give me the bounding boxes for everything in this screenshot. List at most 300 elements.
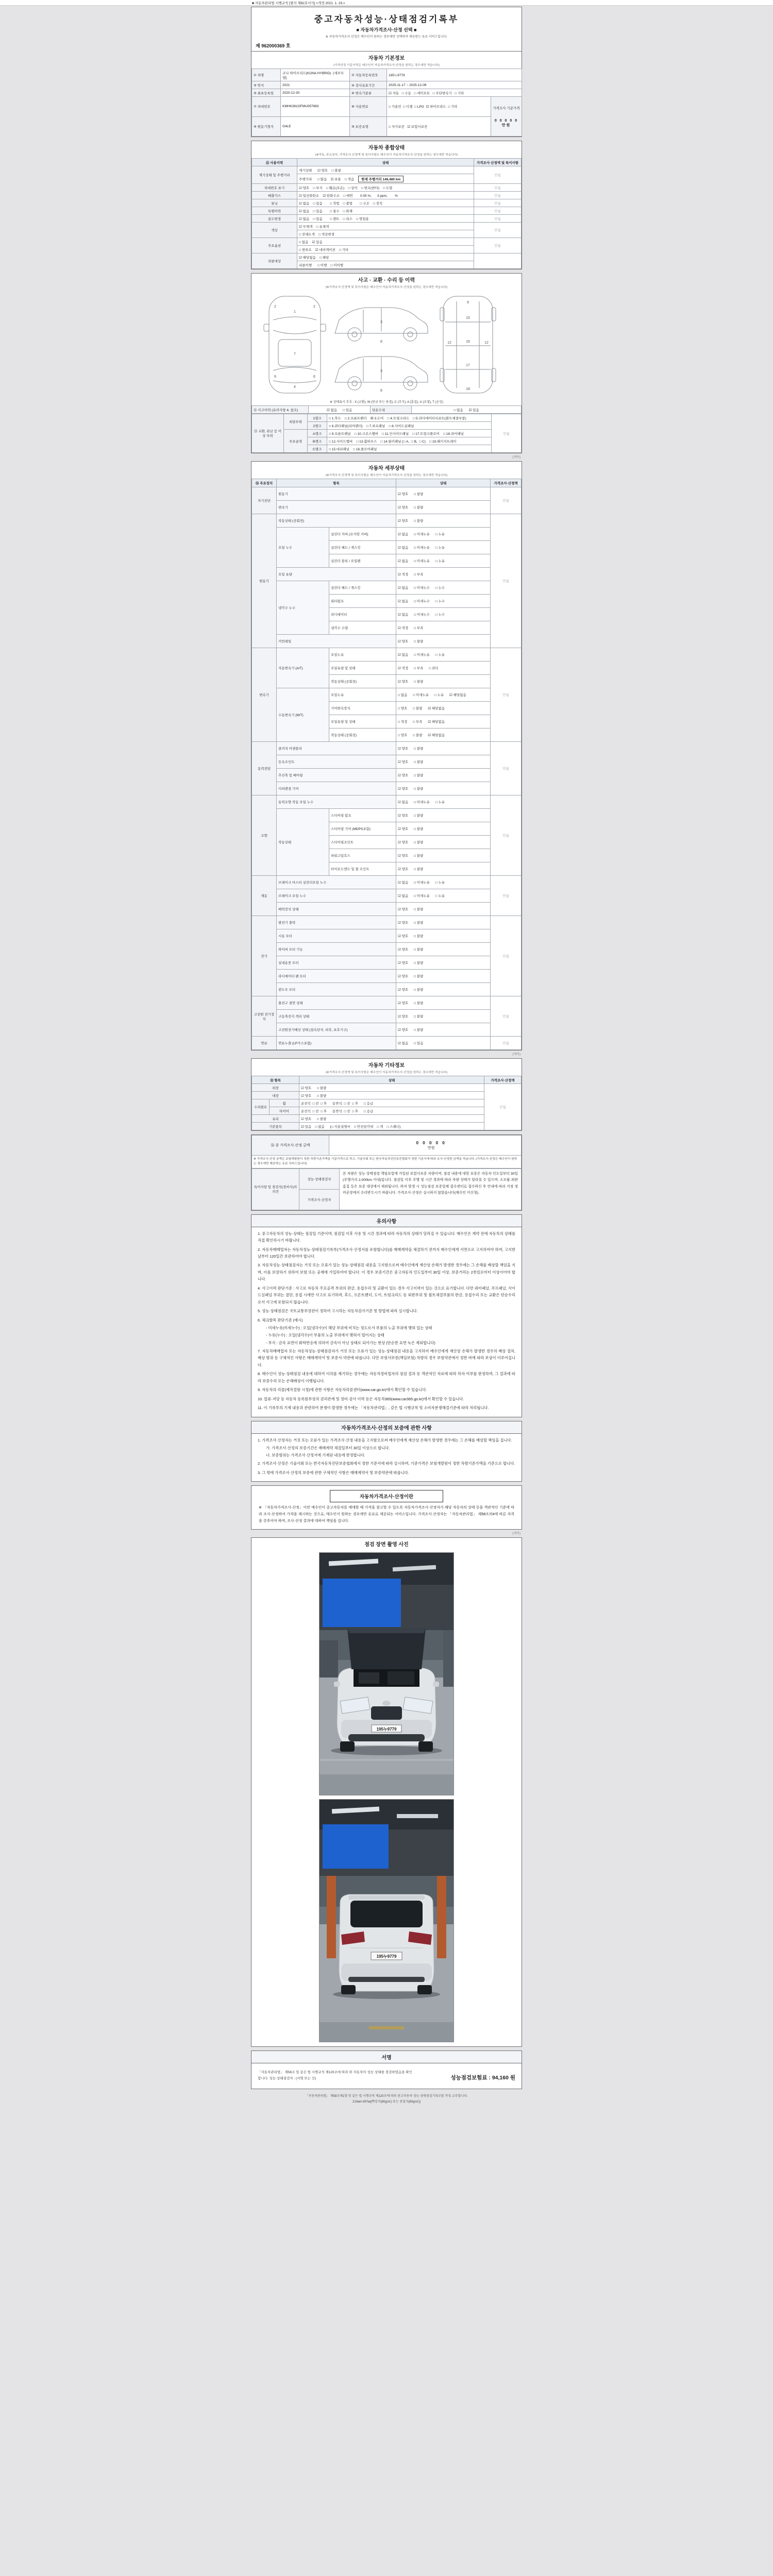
notes-subitem: - 누유(누수) : 오일(냉각수)이 부품의 노출 부위에서 맺혀서 떨어지는 상태 [266, 1333, 384, 1338]
detail-status: ☑ 양호 □ 불량 [396, 956, 491, 970]
overall-status: □ 전체도색 □ 색상변경 [297, 230, 474, 238]
overall-price: 안됨 [474, 215, 522, 223]
detail-status: ☑ 양호 □ 불량 [396, 916, 491, 929]
overall-item-label: 리콜대상 [252, 253, 297, 269]
etc-item: 내장 [252, 1092, 299, 1099]
notes-item: 7. 자동차매매업자 또는 자동차성능·상태점검자가 거짓 또는 오류가 있는 성능·상태점검 내용을 고지하여 매수인에게 재산상 손해가 발생한 경우의 배상 절차, 배상 범위 등 구체적인 사항은 매매계약서 및 보증서·약관에 따릅니다. 다만 보험사보증(책임보험) 차량의 경우 보험약관에서 정한 바에 따라 보상이 이루어집니다. [258, 1348, 515, 1367]
overall-status: ☑ 해당없음 □ 해당 [297, 253, 474, 261]
overall-row [252, 223, 522, 230]
side-mirror [334, 1682, 340, 1687]
inspection-insurance-fee [450, 2074, 515, 2081]
signature-body [251, 2063, 522, 2089]
detail-item: 수동변속기 (M/T) [277, 688, 329, 742]
detail-status: ☑ 양호 □ 불량 [396, 929, 491, 943]
detail-row [252, 889, 522, 903]
detail-item: 커먼레일 [277, 635, 396, 648]
detail-row [252, 581, 522, 595]
overall-row [252, 253, 522, 261]
etc-item: 유리 [252, 1115, 299, 1123]
photo-rear-scene [320, 1800, 453, 2042]
detail-row [252, 769, 522, 782]
overall-price: 안됨 [474, 207, 522, 215]
base-price-value: 0 0 0 0 0 만원 [494, 118, 520, 127]
price-digits: 0 0 0 0 0 [416, 1140, 446, 1145]
notes-item: 6. 체크항목 판단기준 (예시) [258, 1317, 303, 1323]
detail-price: 안됨 [491, 795, 522, 876]
detail-status: ☑ 양호 □ 불량 [396, 970, 491, 983]
definition-title: 자동차가격조사·산정이란 [359, 1494, 414, 1500]
lift-post [327, 1876, 336, 1958]
overall-status: 계기상태 ☑ 양호 □ 불량 [297, 166, 474, 174]
detail-group: 전기 [252, 916, 277, 996]
overall-price: 안됨 [474, 223, 522, 238]
detail-group: 변속기 [252, 648, 277, 742]
parts-group: 외판부위 [284, 414, 308, 430]
detail-subpart: 기어변속장치 [329, 702, 396, 715]
price-unit: 만원 [427, 1146, 435, 1150]
document-title: 중고자동차성능·상태점검기록부 [314, 14, 459, 24]
detail-status: ☑ 양호 □ 불량 [396, 983, 491, 996]
overall-row [252, 207, 522, 215]
detail-row [252, 956, 522, 970]
guarantee-subitem: 가. 가격조사·산정의 보증기간은 매매계약 체결일부터 30일 이상으로 합니다. [266, 1446, 390, 1451]
overall-item-label: 주요옵션 [252, 238, 297, 253]
detail-row [252, 635, 522, 648]
overall-item-label: 용도변경 [252, 215, 297, 223]
overall-status: 주행거리 □ 많음 ☑ 보통 □ 적음 현재 주행거리 146,480 km [297, 174, 474, 184]
overall-row [252, 238, 522, 246]
field-value-transmission: ☑ 자동 □ 수동 □ 세미오토 □ 무단변속기 □ 기타 [387, 89, 522, 97]
detail-status: ☑ 양호 □ 불량 [396, 996, 491, 1010]
detail-status: □ 양호 □ 불량 ☑ 해당없음 [396, 702, 491, 715]
opinion-role-inspector: 성능·상태점검자 [299, 1168, 340, 1189]
overall-item-label: 차대번호 표기 [252, 184, 297, 192]
parts-rank: 1랭크 [308, 414, 327, 422]
notes-item: 8. 매수인이 성능·상태점검 내용에 대하여 이의를 제기하는 경우에는 자동차정비업자의 점검 결과 등 객관적인 자료에 따라 하자 여부를 판정하며, 그 결과에 따라 보증수리 또는 손해배상이 이행됩니다. [258, 1371, 515, 1383]
other-info-table [251, 1076, 522, 1130]
detail-row [252, 568, 522, 581]
price-amount-row [252, 1136, 522, 1156]
detail-col-item: 항목 [277, 479, 396, 487]
fee-label: 성능점검보험료 : [450, 2075, 491, 2081]
overall-row [252, 192, 522, 199]
continued-mark: (계속) [512, 1532, 520, 1536]
notes-item: 9. 자동차의 리콜(제작결함 시정)에 관한 사항은 자동차리콜센터(www.car.go.kr)에서 확인할 수 있습니다. [258, 1387, 427, 1393]
basic-row [252, 89, 522, 97]
detail-status: □ 없음 □ 미세누유 □ 누유 ☑ 해당없음 [396, 688, 491, 702]
detail-item: 자동변속기 (A/T) [277, 648, 329, 688]
section-price-guarantee [251, 1421, 522, 1482]
etc-section-title: 자동차 기타정보 [251, 1059, 522, 1070]
workshop-post [443, 1630, 453, 1687]
opinion-row [252, 1168, 522, 1189]
base-price-box [491, 97, 522, 137]
parts-group: 주요골격 [284, 430, 308, 453]
detail-price: 안됨 [491, 487, 522, 514]
detail-item: 작동상태 [277, 809, 329, 876]
panel-number-2: 2 [313, 305, 315, 309]
panel-number-16: 16 [466, 340, 470, 344]
workshop-cabinet [320, 1640, 338, 1677]
parts-row [252, 414, 522, 422]
opinion-title: 특이사항 및 점검자(정비사)의 의견 [252, 1168, 299, 1210]
document-subtitle-note: ※ 자동차가격조사·산정은 매수인이 원하는 경우에만 선택하여 제공받는 유료 서비스입니다. [325, 36, 448, 39]
panel-number-9: 9 [467, 301, 469, 304]
detail-subpart: 스티어링 기어 (MDPS포함) [329, 822, 396, 836]
parts-rank: A랭크 [308, 430, 327, 437]
overall-price: 안됨 [474, 192, 522, 199]
notes-subitem: - 미세누유(미세누수) : 오일(냉각수)이 해당 부위에 비치는 정도로서 부품의 노출 부위에 맺혀 있는 상태 [266, 1326, 432, 1331]
field-value-car-name: 코나 하이브리드(KONA HYBRID) (세부모델) [281, 69, 350, 81]
overall-price: 안됨 [474, 184, 522, 192]
detail-item: 디퍼렌셜 기어 [277, 782, 396, 795]
section-other-info [251, 1058, 522, 1131]
accident-history-label: ⑫ 사고이력 (유의사항 4. 참조) [252, 406, 309, 414]
base-price-label: 가격조사 기준가격 [493, 106, 520, 110]
field-label-inspection-period: ④ 검사유효기간 [350, 81, 387, 89]
signature-title: 서명 [251, 2051, 522, 2063]
field-value-inspection-period: 2025-11-17 ~ 2025-12-09 [387, 81, 522, 89]
parts-rank: C랭크 [308, 445, 327, 453]
detail-item: 구동축전지 격리 상태 [277, 1010, 396, 1023]
field-value-fuel: □ 가솔린 □ 디젤 □ LPG ☑ 하이브리드 □ 기타 [387, 97, 491, 117]
overall-price: 안됨 [474, 238, 522, 253]
notes-item: 4. 사고이력 판단기준 : 사고로 자동차 주요골격 부위의 판금, 용접수리 및 교환이 있는 경우 사고이력이 있는 것으로 표기합니다. 다만 쿼터패널, 루프패널, 사이드실패널 부위는 절단, 용접 시에만 사고로 표기하며, 후드, 프론트펜더, 도어, 트렁크리드 등 외판부위 및 볼트체결부품의 판금, 용접수리 또는 교환은 단순수리로서 사고에 포함되지 않습니다. [258, 1285, 515, 1304]
etc-row [252, 1107, 522, 1115]
etc-row [252, 1115, 522, 1123]
detail-item: 등속조인트 [277, 755, 396, 769]
detail-item: 시동 모터 [277, 929, 396, 943]
document-number: 제 962000369 호 [256, 43, 291, 48]
overall-col-state: 상태 [297, 159, 474, 166]
price-note: ※ 가격조사·산정 금액은 보험개발원이 정한 차량기준가액을 기준가격으로 하고, 기술사회 또는 한국자동차진단보증협회가 정한 기준서에 따라 조사·산정한 금액을 적습니다. (가격조사·산정은 매수인이 원하는 경우에만 제공하는 유료 서비스입니다) [252, 1156, 522, 1168]
detail-status: ☑ 양호 □ 불량 [396, 862, 491, 876]
panel-number-18: 18 [466, 387, 470, 391]
field-label-car-name: ① 차명 [252, 69, 281, 81]
detail-status: □ 적정 □ 부족 ☑ 해당없음 [396, 715, 491, 728]
wheel [340, 1741, 355, 1752]
notes-item: 3. 자동차성능·상태점검자는 거짓 또는 오류가 있는 성능·상태점검 내용을 고지함으로써 매수인에게 재산상 손해가 발생한 경우에는 그 손해를 배상할 책임을 지며, 이를 보장하기 위하여 보험 또는 공제에 가입하여야 합니다. 이 경우 보증기간은 중고자동차 인도일부터 30일 이상, 보증거리는 2천킬로미터 이상이어야 합니다. [258, 1263, 515, 1282]
detail-subpart: 워터펌프 [329, 595, 396, 608]
accident-section-title: 사고 · 교환 · 수리 등 이력 [251, 274, 522, 284]
detail-status: ☑ 없음 □ 미세누유 □ 누유 [396, 541, 491, 554]
wheel [418, 1741, 433, 1752]
parts-rank: B랭크 [308, 437, 327, 445]
brand-emblem [382, 1701, 391, 1706]
notes-body [251, 1227, 522, 1417]
panel-number-12: 12 [447, 341, 451, 345]
detail-item: 고전원전기배선 상태 (접속단자, 피복, 보호기구) [277, 1023, 396, 1037]
price-amount-label: ⑯ 종 가격조사·산정 금액 [252, 1136, 329, 1156]
detail-col-device: ⑭ 주요장치 [252, 479, 277, 487]
signature-confirm-text: 「자동차관리법」 제58조 및 같은 법 시행규칙 제120조에 따라 위 자동차의 성능·상태를 점검하였음을 확인합니다. 성능·상태점검자 : (서명 또는 인) [258, 2071, 412, 2080]
privacy-mask [323, 1579, 401, 1627]
overall-status: ☑ 없음 □ 있음 □ 렌트 □ 리스 □ 영업용 [297, 215, 474, 223]
detail-row [252, 970, 522, 983]
panel-number-3: 3 [380, 369, 382, 373]
detail-subpart: 실린더 커버 (로커암 커버) [329, 528, 396, 541]
overall-col-usage: ⑪ 사용이력 [252, 159, 297, 166]
parts-items: □ 9.프론트패널 □ 10.크로스멤버 □ 11.인사이드패널 □ 17.트렁크플로어 □ 18.리어패널 [327, 430, 492, 437]
panel-number-3: 3 [380, 320, 382, 324]
etc-item: 외장 [252, 1084, 299, 1092]
opinion-role-appraiser: 가격조사·산정자 [299, 1189, 340, 1210]
detail-row [252, 929, 522, 943]
field-label-model-year: ③ 연식 [252, 81, 281, 89]
simple-repair-label: 단순수리 [371, 406, 412, 414]
footer-legal-line: 「자동차관리법」 제58조제1항 및 같은 법 시행규칙 제120조에 따라 중고자동차 성능·상태점검기록부를 작성·교부합니다. [305, 2095, 468, 2098]
detail-group: 조향 [252, 795, 277, 876]
detail-row [252, 1037, 522, 1050]
etc-status: ☑ 양호 □ 불량 [299, 1092, 484, 1099]
basic-row [252, 116, 522, 137]
detail-item: 클러치 어셈블리 [277, 742, 396, 755]
opinion-text: 본 차량은 성능·상태점검 책임보험에 가입된 보험사보증 차량이며, 점검 내용에 대한 보증은 자동차 인도일부터 30일(주행거리 2,000km 이내)입니다. 점검일 이후 주행 및 시간 경과에 따라 차량 상태가 달라질 수 있으며, 소모품·외관 흠집 등은 보증 대상에서 제외됩니다. 하자 발생 시 성능점검 보증업체 접수센터로 접수하신 후 안내에 따라 지정 정비공장에서 수리받으시기 바랍니다. 가격조사·산정은 실시하지 않았습니다(매수인 미신청). [340, 1168, 522, 1210]
detail-status: □ 양호 □ 불량 ☑ 해당없음 [396, 728, 491, 742]
basic-section-title: 자동차 기본정보 [251, 51, 522, 62]
overall-row [252, 184, 522, 192]
side-mirror [433, 1682, 439, 1687]
etc-col-price: 가격조사·산정액 [484, 1076, 522, 1084]
form-reference-note: ■ 자동차관리법 시행규칙 [별지 제82호서식] <개정 2021. 1. 19.> [252, 2, 345, 5]
section-notes [251, 1214, 522, 1417]
detail-item: 작동상태 (공회전) [277, 514, 396, 528]
overall-item-label: 색상 [252, 223, 297, 238]
damage-diagram [258, 292, 515, 398]
detail-row [252, 487, 522, 501]
detail-status: ☑ 양호 □ 불량 [396, 809, 491, 822]
overall-section-title: 자동차 종합상태 [251, 141, 522, 152]
overall-section-note: (※작동, 주요장치, 가격조사·산정액 및 특이사항은 매수인이 자동차가격조사·산정을 원하는 경우에만 적습니다) [315, 154, 458, 157]
basic-info-table [251, 69, 522, 137]
detail-row [252, 782, 522, 795]
detail-status: ☑ 없음 □ 미세누유 □ 누유 [396, 876, 491, 889]
etc-col-state: 상태 [299, 1076, 484, 1084]
detail-row [252, 983, 522, 996]
section-overall-condition [251, 141, 522, 269]
roof-edge [348, 1895, 425, 1900]
etc-status: ☑ 양호 □ 불량 [299, 1115, 484, 1123]
field-label-transmission: ⑥ 변속기종류 [350, 89, 387, 97]
field-value-vin: KMHK381GFMU057883 [281, 97, 350, 117]
detail-item: 윈도우 모터 [277, 983, 396, 996]
section-detailed-condition [251, 461, 522, 1050]
detail-subpart: 작동상태 (공회전) [329, 728, 396, 742]
detail-subpart: 오일누유 [329, 648, 396, 662]
detail-subpart: 스티어링조인트 [329, 836, 396, 849]
footer-paper-spec: 210㎜×297㎜[백상지(80g/㎡) 또는 중질지(80g/㎡)] [352, 2100, 421, 2104]
panel-number-1: 1 [294, 310, 296, 314]
rear-window [350, 1901, 423, 1927]
detail-status: ☑ 양호 □ 불량 [396, 487, 491, 501]
detail-subpart: 실린더 헤드 / 개스킷 [329, 581, 396, 595]
detail-item: 추진축 및 베어링 [277, 769, 396, 782]
detail-item: 원동기 [277, 487, 396, 501]
notes-item: 2. 자동차매매업자는 자동차성능·상태점검기록부(가격조사·산정서를 포함합니다)를 매매계약을 체결하기 전까지 매수인에게 서면으로 고지하여야 하며, 고지한 날부터 120일간 보관하여야 합니다. [258, 1247, 515, 1259]
etc-status: 운전석 □ 전 □ 후 동반석 □ 전 □ 후 □ 응급 [299, 1099, 484, 1107]
etc-group: 수리필요 [252, 1099, 270, 1115]
detail-status: ☑ 없음 □ 미세누유 □ 누유 [396, 889, 491, 903]
detail-item: 변속기 [277, 501, 396, 514]
panel-number-17: 17 [466, 364, 470, 367]
detail-row [252, 903, 522, 916]
detail-section-note: (※가격조사·산정액 및 특이사항은 매수인이 자동차가격조사·산정을 원하는 경우에만 적습니다) [325, 474, 448, 477]
detail-group: 연료 [252, 1037, 277, 1050]
guarantee-subitem: 나. 보증범위는 가격조사·산정서에 기재된 내용에 한정합니다. [266, 1453, 365, 1458]
basic-section-note: (가격산정 기준가격은 매수인이 자동차가격조사·산정을 원하는 경우에만 적습니다) [333, 64, 440, 67]
detail-price: 안됨 [491, 996, 522, 1037]
detail-row [252, 501, 522, 514]
guarantee-title: 자동차가격조사·산정의 보증에 관한 사항 [251, 1421, 522, 1434]
detail-status: ☑ 양호 □ 불량 [396, 822, 491, 836]
detail-status: ☑ 적정 □ 부족 □ 과다 [396, 662, 491, 675]
parts-items: □ 12.사이드멤버 □ 13.휠하우스 □ 14.필러패널 (□ A, □ B, □ C) □ 19.패키지트레이 [327, 437, 492, 445]
wheel [341, 1985, 356, 1994]
panel-number-2: 2 [274, 305, 276, 309]
etc-section-note: (※가격조사·산정액 및 특이사항은 매수인이 자동차가격조사·산정을 원하는 경우에만 적습니다) [325, 1071, 448, 1074]
etc-item: 타이어 [270, 1107, 299, 1115]
etc-header-row [252, 1076, 522, 1084]
form-reference-strip [0, 0, 773, 6]
document [251, 7, 522, 2110]
field-value-warranty-type: □ 자가보증 ☑ 보험사보증 [387, 116, 491, 137]
parts-row [252, 430, 522, 437]
overall-status: □ 없음 ☑ 있음 [297, 238, 474, 246]
detail-item: 오일 누수 [277, 528, 329, 568]
section-definition [251, 1485, 522, 1530]
basic-row [252, 69, 522, 81]
overall-price: 안됨 [474, 166, 522, 184]
etc-status: ☑ 양호 □ 불량 [299, 1084, 484, 1092]
detail-status: ☑ 없음 □ 미세누수 □ 누수 [396, 595, 491, 608]
detail-group: 자기진단 [252, 487, 277, 514]
detail-status: ☑ 양호 □ 불량 [396, 1010, 491, 1023]
guarantee-item: 3. 그 밖에 가격조사·산정의 보증에 관한 구체적인 사항은 매매계약서 및 보증약관에 따릅니다. [258, 1470, 409, 1475]
detail-status: ☑ 양호 □ 불량 [396, 769, 491, 782]
overall-status: ☑ 양호 □ 부식 □ 훼손(오손) □ 상이 □ 변조(변타) □ 도말 [297, 184, 474, 192]
definition-text: ※ 「자동차가격조사·산정」이란 매수인이 중고자동차를 매매할 때 가격을 참고할 수 있도록 자동차가격조사·산정자가 해당 자동차의 상태 등을 객관적인 기준에 따라 조사·산정하여 가격을 제시하는 것으로, 매수인이 원하는 경우에만 유료로 제공되는 서비스입니다. 가격조사·산정자는 「자동차관리법」 제58조의4에 따른 자격을 갖추어야 하며, 조사·산정 결과에 대하여 책임을 집니다. [259, 1506, 514, 1523]
price-amount-value [329, 1136, 522, 1156]
detail-status: ☑ 양호 □ 불량 [396, 849, 491, 862]
detail-status: ☑ 양호 □ 불량 [396, 635, 491, 648]
overall-status: ☑ 없음 □ 있음 □ 적법 □ 불법 □ 구조 □ 장치 [297, 199, 474, 207]
detail-subpart: 오일유량 및 상태 [329, 662, 396, 675]
overall-price: 안됨 [474, 199, 522, 207]
etc-row [252, 1123, 522, 1130]
price-note-row [252, 1156, 522, 1168]
detail-section-title: 자동차 세부상태 [251, 462, 522, 472]
detail-subpart: 오일누유 [329, 688, 396, 702]
detail-status: ☑ 양호 □ 불량 [396, 742, 491, 755]
overall-status: 리콜이행 □ 이행 □ 미이행 [297, 261, 474, 269]
field-label-warranty-type: ⑩ 보증유형 [350, 116, 387, 137]
document-subtitle: ■ 자동차가격조사·산정 선택 ■ [356, 27, 417, 32]
detail-row [252, 688, 522, 702]
etc-row [252, 1092, 522, 1099]
detail-price: 안됨 [491, 1037, 522, 1050]
detail-status: ☑ 없음 □ 미세누유 □ 누유 [396, 554, 491, 568]
basic-row [252, 81, 522, 89]
detail-item: 오일 유량 [277, 568, 396, 581]
parts-items: □ 15.대쉬패널 □ 16.플로어패널 [327, 445, 492, 453]
license-plate-text: 195누9779 [376, 1727, 397, 1732]
detail-subpart: 냉각수 수량 [329, 621, 396, 635]
overall-status: ☑ 없음 □ 있음 □ 침수 □ 화재 [297, 207, 474, 215]
detail-col-price: 가격조사·산정액 [491, 479, 522, 487]
damage-code-legend: ※ 상태표시 부호 : X (교환), W (판금 또는 용접), C (부식), A (흠집), U (요철), T (손상) [330, 401, 443, 404]
accident-section-note: (※가격조사·산정액 및 특이사항은 매수인이 자동차가격조사·산정을 원하는 경우에만 적습니다) [325, 286, 448, 289]
overall-condition-table [251, 158, 522, 269]
overall-item-label: 튜닝 [252, 199, 297, 207]
detail-status: ☑ 양호 □ 불량 [396, 943, 491, 956]
photo-front-scene [320, 1553, 453, 1795]
overall-header-row [252, 159, 522, 166]
panel-number-7: 7 [294, 352, 296, 356]
detail-group: 제동 [252, 876, 277, 916]
overall-col-price: 가격조사·산정액 및 특이사항 [474, 159, 522, 166]
parts-items: □ 1.후드 □ 2.프론트펜더 ☒ 3.도어 □ 4.트렁크리드 □ 5.라디에이터서포트(볼트체결부품) [327, 414, 492, 422]
detail-status: ☑ 적정 □ 부족 [396, 621, 491, 635]
panel-number-8: 8 [380, 340, 382, 344]
continued-mark: (계속) [512, 456, 520, 459]
detail-row [252, 996, 522, 1010]
section-header-basic [251, 7, 522, 137]
privacy-mask [323, 1824, 389, 1869]
overall-item-label: 배출가스 [252, 192, 297, 199]
detail-row [252, 755, 522, 769]
detail-status: ☑ 없음 □ 미세누수 □ 누수 [396, 581, 491, 595]
notes-item: 11. 이 기록부의 기재 내용과 관련하여 분쟁이 발생한 경우에는 「자동차관리법」, 같은 법 시행규칙 및 소비자분쟁해결기준에 따라 처리됩니다. [258, 1405, 489, 1411]
etc-item: 기본품목 [252, 1123, 299, 1130]
detail-status: ☑ 양호 □ 불량 [396, 755, 491, 769]
field-value-reg-no: 195누9779 [387, 69, 522, 81]
detail-item: 발전기 출력 [277, 916, 396, 929]
overall-item-label: 계기상태 및 주행거리 [252, 166, 297, 184]
field-label-reg-no: ② 자동차등록번호 [350, 69, 387, 81]
detail-subpart: 실린더 블록 / 오일팬 [329, 554, 396, 568]
detail-row [252, 528, 522, 541]
etc-item: 휠 [270, 1099, 299, 1107]
guarantee-body [251, 1434, 522, 1482]
detailed-condition-table [251, 479, 522, 1050]
detail-status: ☑ 양호 □ 불량 [396, 514, 491, 528]
detail-status: ☑ 양호 □ 불량 [396, 782, 491, 795]
detail-subpart: 파워고압호스 [329, 849, 396, 862]
panel-number-15: 15 [466, 316, 470, 320]
guarantee-item: 2. 가격조사·산정은 기술사회 또는 한국자동차진단보증협회에서 정한 기준서에 따라 실시하며, 기준가격은 보험개발원이 정한 차량기준가액을 기준으로 합니다. [258, 1461, 515, 1466]
detail-item: 동력조향 작동 오일 누수 [277, 795, 396, 809]
overall-item-label: 특별이력 [252, 207, 297, 215]
detail-status: ☑ 없음 □ 있음 [396, 1037, 491, 1050]
detail-status: ☑ 없음 □ 미세누수 □ 누수 [396, 608, 491, 621]
detail-group: 원동기 [252, 514, 277, 648]
open-hood [347, 1628, 426, 1669]
accident-history-status: ☑ 없음 □ 있음 [309, 406, 371, 414]
field-label-vin: ⑦ 차대번호 [252, 97, 281, 117]
notes-item: 5. 성능·상태점검은 국토교통부장관이 정하여 고시하는 자동차검사기준 및 방법에 따라 실시합니다. [258, 1309, 418, 1314]
field-value-model-year: 2021 [281, 81, 350, 89]
detail-row [252, 648, 522, 662]
panel-number-6: 6 [274, 375, 276, 379]
car-underbody-view [443, 296, 493, 393]
front-grille [371, 1706, 402, 1720]
wheel [417, 1985, 432, 1994]
detail-row [252, 809, 522, 822]
field-label-first-reg-date: ⑤ 최초등록일 [252, 89, 281, 97]
etc-col-item: ⑮ 항목 [252, 1076, 299, 1084]
detail-subpart: 실린더 헤드 / 개스킷 [329, 541, 396, 554]
panel-number-6: 6 [313, 375, 315, 379]
